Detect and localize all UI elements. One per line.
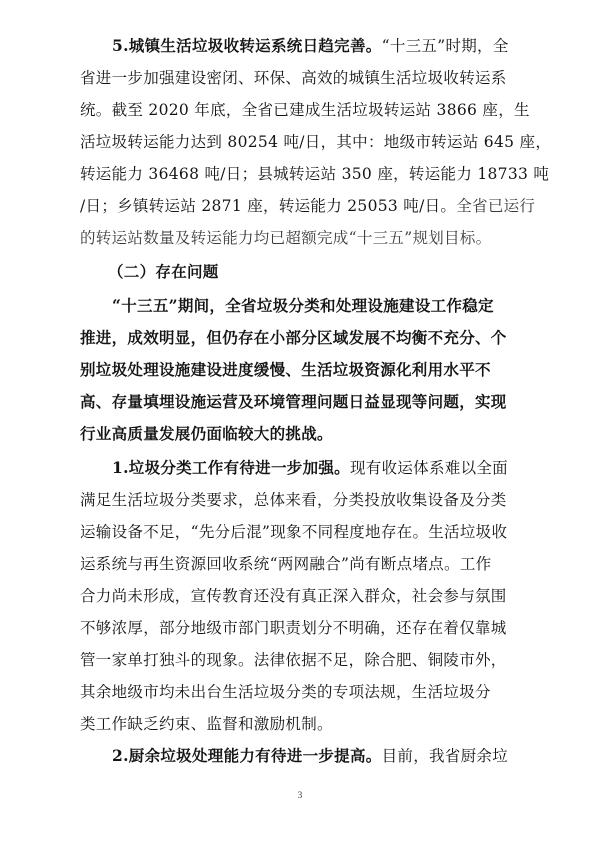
paragraph-1-line-6-tail: 全省已运行 xyxy=(456,197,536,215)
subsection-heading-5: 5.城镇生活垃圾收转运系统日趋完善。 xyxy=(112,36,382,55)
subsection-heading-1: 1.垃圾分类工作有待进一步加强。 xyxy=(112,458,350,477)
paragraph-1-line-3: 统。截至 2020 年底，全省已建成生活垃圾转运站 3866 座，生 xyxy=(80,101,530,119)
paragraph-1-line-6-text: /日；乡镇转运站 2871 座，转运能力 25053 吨/日。 xyxy=(80,197,457,215)
paragraph-3-line-4: 运系统与再生资源回收系统“两网融合”尚有断点堵点。工作 xyxy=(80,555,492,573)
paragraph-4-text: 目前，我省厨余垃 xyxy=(381,747,508,765)
paragraph-3-line-7: 管一家单打独斗的现象。法律依据不足，除合肥、铜陵市外， xyxy=(80,651,507,669)
paragraph-2-line-5: 行业高质量发展仍面临较大的挑战。 xyxy=(80,424,333,443)
paragraph-1-line-6 xyxy=(80,196,536,216)
page-number: 3 xyxy=(297,790,303,800)
paragraph-1-line-2: 省进一步加强建设密闭、环保、高效的城镇生活垃圾收转运系 xyxy=(80,69,507,87)
paragraph-3-line-5: 合力尚未形成，宣传教育还没有真正深入群众，社会参与氛围 xyxy=(80,587,507,605)
paragraph-3-line-2: 满足生活垃圾分类要求，总体来看，分类投放收集设备及分类 xyxy=(80,491,507,509)
section-heading: （二）存在问题 xyxy=(108,262,219,281)
paragraph-1-line-4: 活垃圾转运能力达到 80254 吨/日，其中：地级市转运站 645 座， xyxy=(80,133,552,151)
paragraph-4-line-1 xyxy=(112,746,520,766)
paragraph-3-line-3: 运输设备不足，“先分后混”现象不同程度地存在。生活垃圾收 xyxy=(80,523,508,541)
paragraph-1-line-1 xyxy=(112,36,520,56)
paragraph-3-text: 现有收运体系难以全面 xyxy=(349,459,508,477)
subsection-heading-2: 2.厨余垃圾处理能力有待进一步提高。 xyxy=(112,746,382,765)
paragraph-1-text: “十三五”时期，全 xyxy=(381,37,509,55)
paragraph-3-line-1 xyxy=(112,458,520,478)
paragraph-3-line-8: 其余地级市均未出台生活垃圾分类的专项法规，生活垃圾分 xyxy=(80,683,491,701)
paragraph-2-line-1: “十三五”期间，全省垃圾分类和处理设施建设工作稳定 xyxy=(112,296,494,315)
paragraph-2-line-3: 别垃圾处理设施建设进度缓慢、生活垃圾资源化利用水平不 xyxy=(80,360,491,379)
paragraph-2-line-4: 高、存量填埋设施运营及环境管理问题日益显现等问题，实现 xyxy=(80,392,507,411)
paragraph-3-line-9: 类工作缺乏约束、监督和激励机制。 xyxy=(80,715,333,733)
paragraph-1-line-5: 转运能力 36468 吨/日；县城转运站 350 座，转运能力 18733 吨 xyxy=(80,165,550,183)
paragraph-3-line-6: 不够浓厚，部分地级市部门职责划分不明确，还存在着仅靠城 xyxy=(80,619,507,637)
paragraph-2-line-2: 推进，成效明显，但仍存在小部分区域发展不均衡不充分、个 xyxy=(80,328,507,347)
paragraph-1-line-7: 的转运站数量及转运能力均已超额完成“十三五”规划目标。 xyxy=(80,229,492,247)
